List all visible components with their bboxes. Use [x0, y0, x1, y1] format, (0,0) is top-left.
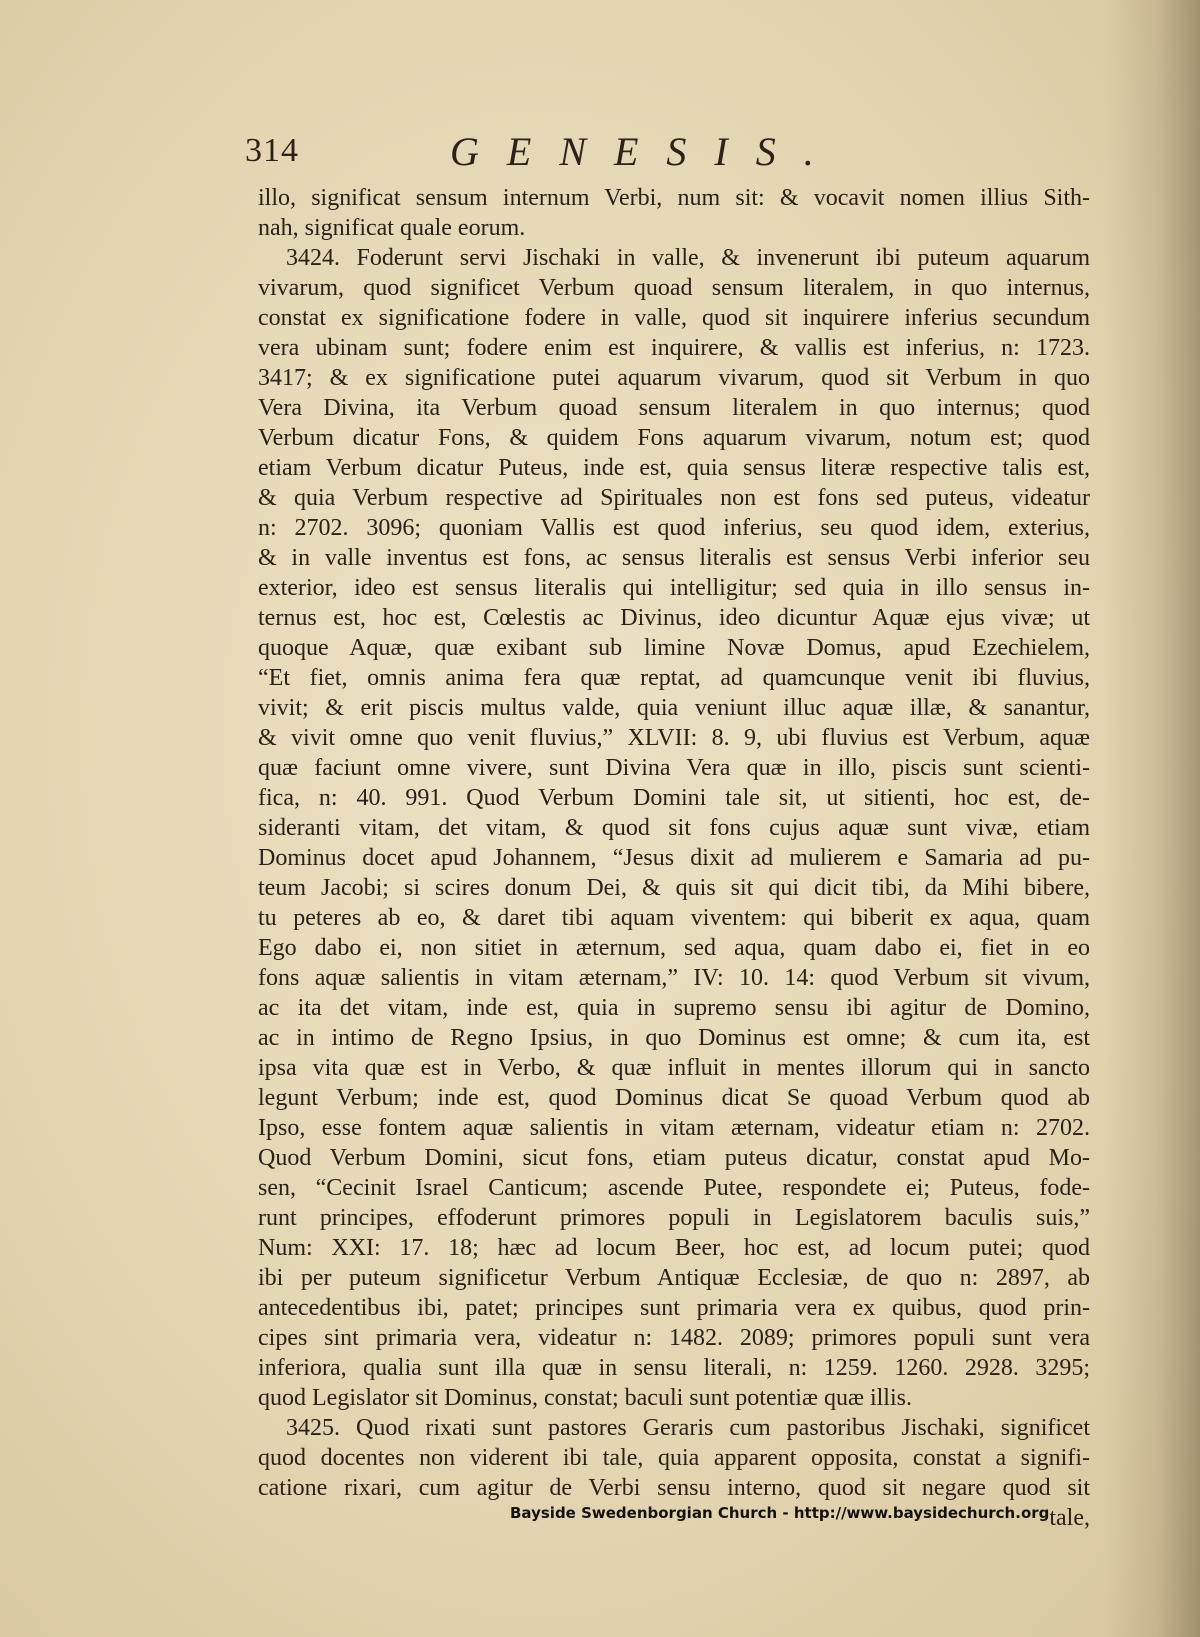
- text-line: inferiora, qualia sunt illa quæ in sensu literali, n: 1259. 1260. 2928. 3295;: [258, 1355, 1090, 1381]
- text-line: ipsa vita quæ est in Verbo, & quæ influit in mentes illorum qui in sancto: [258, 1055, 1090, 1081]
- text-line: constat ex significatione fodere in valle, quod sit inquirere inferius secundum: [258, 305, 1090, 331]
- page-gutter-shadow: [1105, 0, 1200, 1637]
- text-line: tale,: [1049, 1505, 1090, 1531]
- text-line: ac in intimo de Regno Ipsius, in quo Dominus est omne; & cum ita, est: [258, 1025, 1090, 1051]
- text-line: quoque Aquæ, quæ exibant sub limine Novæ Domus, apud Ezechielem,: [258, 635, 1090, 661]
- text-line: quod Legislator sit Dominus, constat; baculi sunt potentiæ quæ illis.: [258, 1385, 912, 1411]
- text-line: vivit; & erit piscis multus valde, quia veniunt illuc aquæ illæ, & sanantur,: [258, 695, 1090, 721]
- text-line: sideranti vitam, det vitam, & quod sit fons cujus aquæ sunt vivæ, etiam: [258, 815, 1090, 841]
- text-line: antecedentibus ibi, patet; principes sunt primaria vera ex quibus, quod prin-: [258, 1295, 1090, 1321]
- text-line: runt principes, effoderunt primores populi in Legislatorem baculis suis,”: [258, 1205, 1090, 1231]
- text-line: etiam Verbum dicatur Puteus, inde est, quia sensus literæ respective talis est,: [258, 455, 1090, 481]
- text-line: exterior, ideo est sensus literalis qui intelligitur; sed quia in illo sensus in-: [258, 575, 1090, 601]
- text-line: ibi per puteum significetur Verbum Antiquæ Ecclesiæ, de quo n: 2897, ab: [258, 1265, 1090, 1291]
- text-line: Ego dabo ei, non sitiet in æternum, sed aqua, quam dabo ei, fiet in eo: [258, 935, 1090, 961]
- text-line: vivarum, quod significet Verbum quoad sensum literalem, in quo internus,: [258, 275, 1090, 301]
- text-line: Quod Verbum Domini, sicut fons, etiam puteus dicatur, constat apud Mo-: [258, 1145, 1090, 1171]
- text-line: Dominus docet apud Johannem, “Jesus dixit ad mulierem e Samaria ad pu-: [258, 845, 1090, 871]
- text-line: quæ faciunt omne vivere, sunt Divina Vera quæ in illo, piscis sunt scienti-: [258, 755, 1090, 781]
- text-line: legunt Verbum; inde est, quod Dominus dicat Se quoad Verbum quod ab: [258, 1085, 1090, 1111]
- text-line: quod docentes non viderent ibi tale, quia apparent opposita, constat a signifi-: [258, 1445, 1090, 1471]
- text-line: ac ita det vitam, inde est, quia in supremo sensu ibi agitur de Domino,: [258, 995, 1090, 1021]
- text-line: Num: XXI: 17. 18; hæc ad locum Beer, hoc est, ad locum putei; quod: [258, 1235, 1090, 1261]
- text-line: fica, n: 40. 991. Quod Verbum Domini tale sit, ut sitienti, hoc est, de-: [258, 785, 1090, 811]
- text-line: Verbum dicatur Fons, & quidem Fons aquarum vivarum, notum est; quod: [258, 425, 1090, 451]
- text-line: & vivit omne quo venit fluvius,” XLVII: 8. 9, ubi fluvius est Verbum, aquæ: [258, 725, 1090, 751]
- text-line: cipes sint primaria vera, videatur n: 1482. 2089; primores populi sunt vera: [258, 1325, 1090, 1351]
- text-line: catione rixari, cum agitur de Verbi sensu interno, quod sit negare quod sit: [258, 1475, 1090, 1501]
- page-header: [245, 128, 885, 184]
- text-line: fons aquæ salientis in vitam æternam,” IV: 10. 14: quod Verbum sit vivum,: [258, 965, 1090, 991]
- text-line: sen, “Cecinit Israel Canticum; ascende Putee, respondete ei; Puteus, fode-: [258, 1175, 1090, 1201]
- body-text: [258, 183, 1090, 1533]
- text-line: illo, significat sensum internum Verbi, num sit: & vocavit nomen illius Sith-: [258, 185, 1090, 211]
- text-line: 3425. Quod rixati sunt pastores Geraris cum pastoribus Jischaki, significet: [286, 1415, 1090, 1441]
- text-line: teum Jacobi; si scires donum Dei, & quis sit qui dicit tibi, da Mihi bibere,: [258, 875, 1090, 901]
- footer-credit: Bayside Swedenborgian Church - http://www.baysidechurch.org: [510, 1504, 1050, 1522]
- text-line: ternus est, hoc est, Cœlestis ac Divinus, ideo dicuntur Aquæ ejus vivæ; ut: [258, 605, 1090, 631]
- text-line: & quia Verbum respective ad Spirituales non est fons sed puteus, videatur: [258, 485, 1090, 511]
- text-line: n: 2702. 3096; quoniam Vallis est quod inferius, seu quod idem, exterius,: [258, 515, 1090, 541]
- text-line: 3417; & ex significatione putei aquarum vivarum, quod sit Verbum in quo: [258, 365, 1090, 391]
- text-line: & in valle inventus est fons, ac sensus literalis est sensus Verbi inferior seu: [258, 545, 1090, 571]
- text-line: Ipso, esse fontem aquæ salientis in vitam æternam, videatur etiam n: 2702.: [258, 1115, 1090, 1141]
- text-line: “Et fiet, omnis anima fera quæ reptat, ad quamcunque venit ibi fluvius,: [258, 665, 1090, 691]
- text-line: nah, significat quale eorum.: [258, 215, 526, 241]
- running-title: GENESIS.: [450, 129, 842, 174]
- page-number: 314: [245, 132, 299, 169]
- text-line: tu peteres ab eo, & daret tibi aquam viventem: qui biberit ex aqua, quam: [258, 905, 1090, 931]
- text-line: vera ubinam sunt; fodere enim est inquirere, & vallis est inferius, n: 1723.: [258, 335, 1090, 361]
- text-line: Vera Divina, ita Verbum quoad sensum literalem in quo internus; quod: [258, 395, 1090, 421]
- text-line: 3424. Foderunt servi Jischaki in valle, & invenerunt ibi puteum aquarum: [286, 245, 1090, 271]
